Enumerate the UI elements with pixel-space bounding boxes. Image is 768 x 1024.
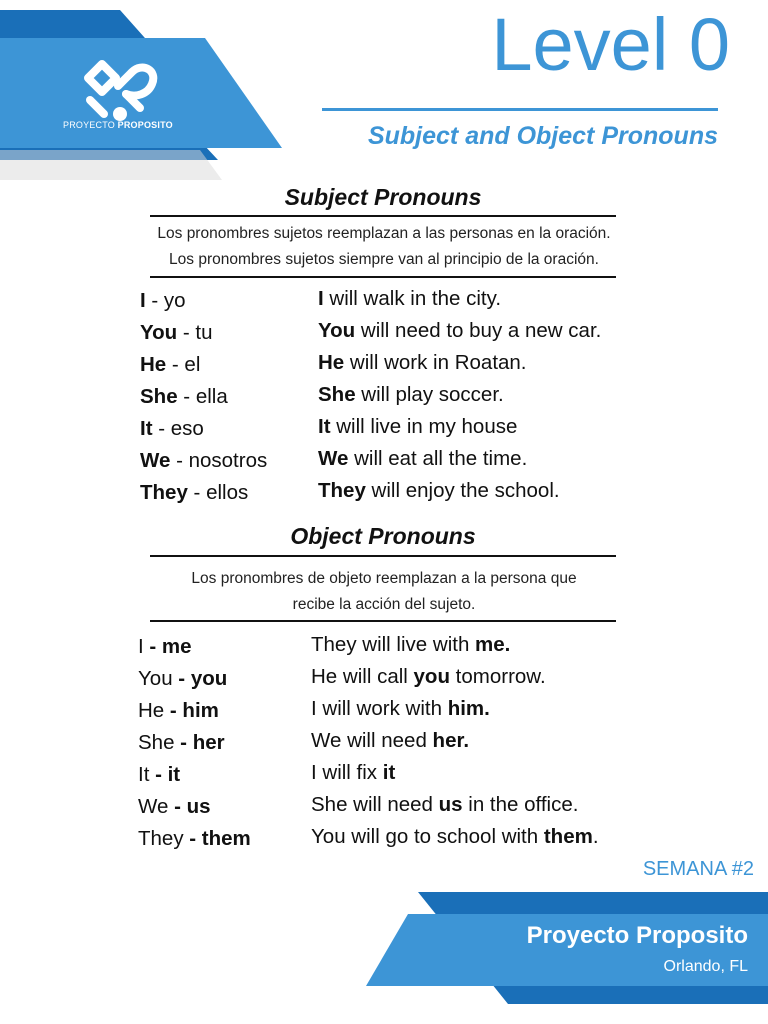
object-pronoun: - them xyxy=(189,827,251,850)
subject-heading-divider xyxy=(150,215,616,217)
subject-translation: - yo xyxy=(145,289,186,312)
footer-banner xyxy=(348,884,768,1024)
object-subject: He xyxy=(138,699,170,722)
object-example-sentence xyxy=(311,761,395,785)
object-pronoun: - you xyxy=(178,667,228,690)
subject-example-sentence xyxy=(318,479,560,503)
logo-text-bold: PROPOSITO xyxy=(117,120,173,130)
subject-pronoun-row xyxy=(140,417,204,441)
subject-example-bold: She xyxy=(318,383,356,406)
object-subject: It xyxy=(138,763,156,786)
logo-text xyxy=(63,120,233,130)
subject-translation: - ellos xyxy=(187,481,249,504)
footer-title: Proyecto Proposito xyxy=(526,922,748,949)
subject-translation: - el xyxy=(166,353,201,376)
subject-example-text: will eat all the time. xyxy=(348,447,528,470)
object-example-text: tomorrow. xyxy=(449,665,546,688)
subject-example-text: will enjoy the school. xyxy=(365,479,560,502)
subject-description xyxy=(60,221,708,273)
subject-example-bold: It xyxy=(318,415,331,438)
object-example-text: in the office. xyxy=(462,793,579,816)
subject-example-text: will walk in the city. xyxy=(323,287,502,310)
subject-example-sentence xyxy=(318,415,517,439)
subject-example-sentence xyxy=(318,447,527,471)
object-example-sentence xyxy=(311,825,599,849)
object-pronoun-row xyxy=(138,763,180,787)
subject-example-bold: You xyxy=(318,319,356,342)
object-pronoun: - her xyxy=(180,731,225,754)
subject-pronoun: It xyxy=(140,417,153,440)
object-subject: She xyxy=(138,731,181,754)
subject-example-text: will need to buy a new car. xyxy=(355,319,602,342)
object-subject: I xyxy=(138,635,150,658)
subject-description-line: Los pronombres sujetos reemplazan a las personas en la oración. xyxy=(157,225,611,242)
subject-pronoun-row xyxy=(140,481,248,505)
subject-example-sentence xyxy=(318,351,527,375)
subject-pronoun-row xyxy=(140,321,213,345)
object-example-sentence xyxy=(311,633,510,657)
object-pronoun-row xyxy=(138,827,251,851)
object-pronoun-row xyxy=(138,635,192,659)
week-label: SEMANA #2 xyxy=(642,858,754,880)
object-example-text: You will go to school with xyxy=(311,825,544,848)
object-description-line: Los pronombres de objeto reemplazan a la persona que xyxy=(191,570,577,587)
subject-translation: - tu xyxy=(177,321,213,344)
object-pronoun-row xyxy=(138,731,225,755)
subject-pronoun-row xyxy=(140,385,228,409)
subject-pronoun: I xyxy=(140,289,146,312)
object-subject: They xyxy=(138,827,190,850)
subject-pronoun-row xyxy=(140,289,186,313)
footer-city: Orlando, FL xyxy=(663,958,748,975)
object-example-bold: them xyxy=(543,825,593,848)
object-description-divider xyxy=(150,620,616,622)
subject-example-text: will live in my house xyxy=(330,415,518,438)
subject-example-sentence xyxy=(318,319,601,343)
subject-pronoun-row xyxy=(140,353,200,377)
object-example-text: He will call xyxy=(311,665,414,688)
subject-example-sentence xyxy=(318,287,501,311)
object-example-sentence xyxy=(311,793,578,817)
object-example-bold: you xyxy=(413,665,450,688)
object-pronoun: - us xyxy=(174,795,211,818)
object-description xyxy=(60,566,708,618)
subject-example-bold: They xyxy=(318,479,366,502)
subject-example-text: will play soccer. xyxy=(355,383,504,406)
header-divider xyxy=(322,108,718,111)
object-pronoun-row xyxy=(138,795,211,819)
object-example-text: They will live with xyxy=(311,633,476,656)
subject-example-bold: We xyxy=(318,447,349,470)
subject-pronoun-row xyxy=(140,449,267,473)
object-pronoun: - him xyxy=(169,699,219,722)
subject-example-sentence xyxy=(318,383,504,407)
subject-example-bold: He xyxy=(318,351,345,374)
object-example-text: We will need xyxy=(311,729,433,752)
page-subtitle: Subject and Object Pronouns xyxy=(367,122,718,150)
object-example-text: She will need xyxy=(311,793,439,816)
object-pronoun: - it xyxy=(155,763,181,786)
subject-translation: - nosotros xyxy=(170,449,268,472)
object-description-line: recibe la acción del sujeto. xyxy=(292,596,476,613)
subject-pronoun: She xyxy=(140,385,178,408)
object-example-bold: her. xyxy=(432,729,470,752)
object-example-bold: him. xyxy=(447,697,490,720)
subject-translation: - ella xyxy=(177,385,228,408)
subject-pronouns-heading: Subject Pronouns xyxy=(284,184,482,210)
object-pronoun: - me xyxy=(149,635,192,658)
subject-example-bold: I xyxy=(318,287,324,310)
object-subject: We xyxy=(138,795,175,818)
object-pronoun-row xyxy=(138,667,227,691)
subject-description-line: Los pronombres sujetos siempre van al principio de la oración. xyxy=(169,251,599,268)
object-example-bold: me. xyxy=(475,633,511,656)
subject-description-divider xyxy=(150,276,616,278)
object-example-bold: it xyxy=(382,761,396,784)
object-heading-divider xyxy=(150,555,616,557)
subject-pronoun: We xyxy=(140,449,171,472)
subject-translation: - eso xyxy=(152,417,204,440)
subject-example-text: will work in Roatan. xyxy=(344,351,527,374)
object-example-sentence xyxy=(311,729,469,753)
object-example-text: I will fix xyxy=(311,761,383,784)
object-example-sentence xyxy=(311,665,546,689)
object-pronouns-heading: Object Pronouns xyxy=(290,523,476,549)
subject-pronoun: They xyxy=(140,481,188,504)
object-pronoun-row xyxy=(138,699,219,723)
object-example-bold: us xyxy=(438,793,463,816)
object-example-text: I will work with xyxy=(311,697,448,720)
object-example-sentence xyxy=(311,697,490,721)
subject-pronoun: You xyxy=(140,321,178,344)
object-subject: You xyxy=(138,667,179,690)
page-title: Level 0 xyxy=(491,3,730,86)
logo-text-prefix: PROYECTO xyxy=(63,120,115,130)
subject-pronoun: He xyxy=(140,353,167,376)
object-example-text: . xyxy=(592,825,599,848)
